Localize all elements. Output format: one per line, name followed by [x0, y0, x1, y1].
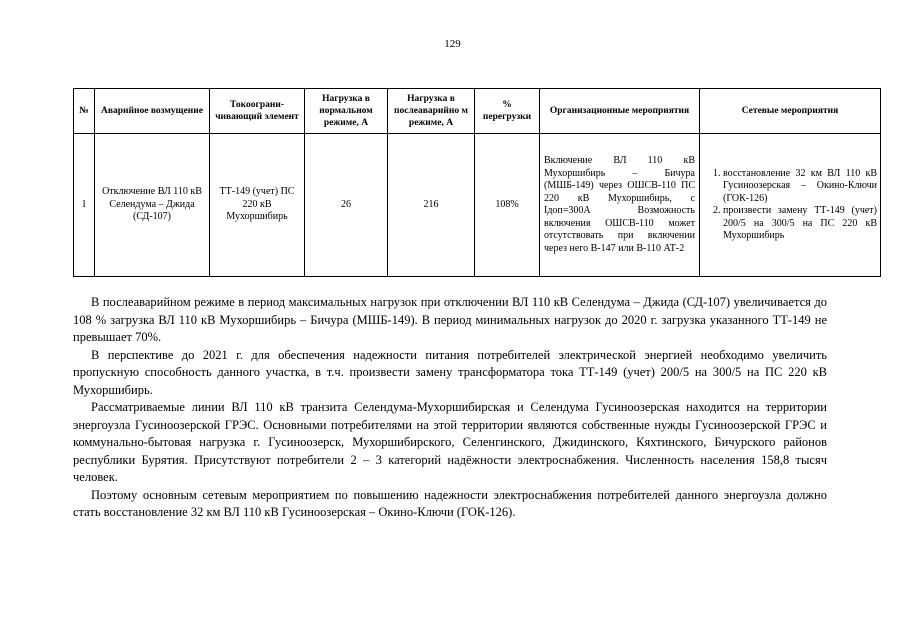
cell-overload: 108% [475, 134, 540, 277]
header-disturbance: Аварийное возмущение [95, 89, 210, 134]
header-normal-load: Нагрузка в нормальном режиме, А [305, 89, 388, 134]
cell-disturbance: Отключение ВЛ 110 кВ Селендума – Джида (СД-107) [95, 134, 210, 277]
cell-post-emergency-load: 216 [388, 134, 475, 277]
network-measure-item: 1. восстановление 32 км ВЛ 110 кВ Гусиноозерская – Окино-Ключи (ГОК-126) [723, 168, 877, 206]
cell-limiting-element: ТТ-149 (учет) ПС 220 кВ Мухоршибирь [210, 134, 305, 277]
paragraph: Поэтому основным сетевым мероприятием по повышению надежности электроснабжения потребителей данного энергоузла должно стать восстановление 32 км ВЛ 110 кВ Гусиноозерская – Окино-Ключи (ГОК-126). [73, 487, 827, 519]
paragraph: В послеаварийном режиме в период максимальных нагрузок при отключении ВЛ 110 кВ Селендума – Джида (СД-107) увеличивается до 108 % загрузка ВЛ 110 кВ Мухоршибирь – Бичура (МШБ-149). В период минимальных нагрузок до 2020 г. загрузка указанного ТТ-149 не превышает 70%. [73, 295, 827, 344]
table-header-row [74, 89, 881, 134]
cell-network-measures [700, 134, 881, 277]
page-number: 129 [444, 38, 461, 50]
table-row [74, 134, 881, 277]
emergency-measures-table [73, 88, 881, 277]
header-number: № [74, 89, 95, 134]
header-network-measures: Сетевые мероприятия [700, 89, 881, 134]
cell-normal-load: 26 [305, 134, 388, 277]
cell-number: 1 [74, 134, 95, 277]
network-measures-list [703, 168, 877, 243]
body-text [73, 294, 827, 522]
header-limiting-element: Токоограни-чивающий элемент [210, 89, 305, 134]
paragraph: В перспективе до 2021 г. для обеспечения надежности питания потребителей электрической энергией необходимо увеличить пропускную способность данного участка, в т.ч. произвести замену трансформатора тока ТТ-149 (учет) 200/5 на 300/5 на ПС 220 кВ Мухоршибирь. [73, 347, 827, 397]
header-overload: % перегрузки [475, 89, 540, 134]
paragraph: Рассматриваемые линии ВЛ 110 кВ транзита Селендума-Мухоршибирская и Селендума Гусиноозерская находится на территории энергоузла Гусиноозерской ГРЭС. Основными потребителями на этой территории являются собственные нужды Гусиноозерской ГРЭС и коммунально-бытовая нагрузка г. Гусиноозерск, Мухоршибирского, Селенгинского, Джидинского, Кяхтинского, Бичурского районов республики Бурятия. Присутствуют потребители 2 – 3 категорий надёжности электроснабжения. Численность населения 158,8 тысяч человек. [73, 400, 827, 484]
cell-organizational: Включение ВЛ 110 кВ Мухоршибирь – Бичура (МШБ-149) через ОШСВ-110 ПС 220 кВ Мухоршибирь, с Iдоп=300А Возможность включения ОШСВ-110 может отсутствовать при включении через него В-147 или В-110 АТ-2 [540, 134, 700, 277]
header-post-emergency-load: Нагрузка в послеаварийно м режиме, А [388, 89, 475, 134]
header-organizational: Организационные мероприятия [540, 89, 700, 134]
network-measure-item: 2. произвести замену ТТ-149 (учет) 200/5 на 300/5 на ПС 220 кВ Мухоршибирь [723, 205, 877, 243]
